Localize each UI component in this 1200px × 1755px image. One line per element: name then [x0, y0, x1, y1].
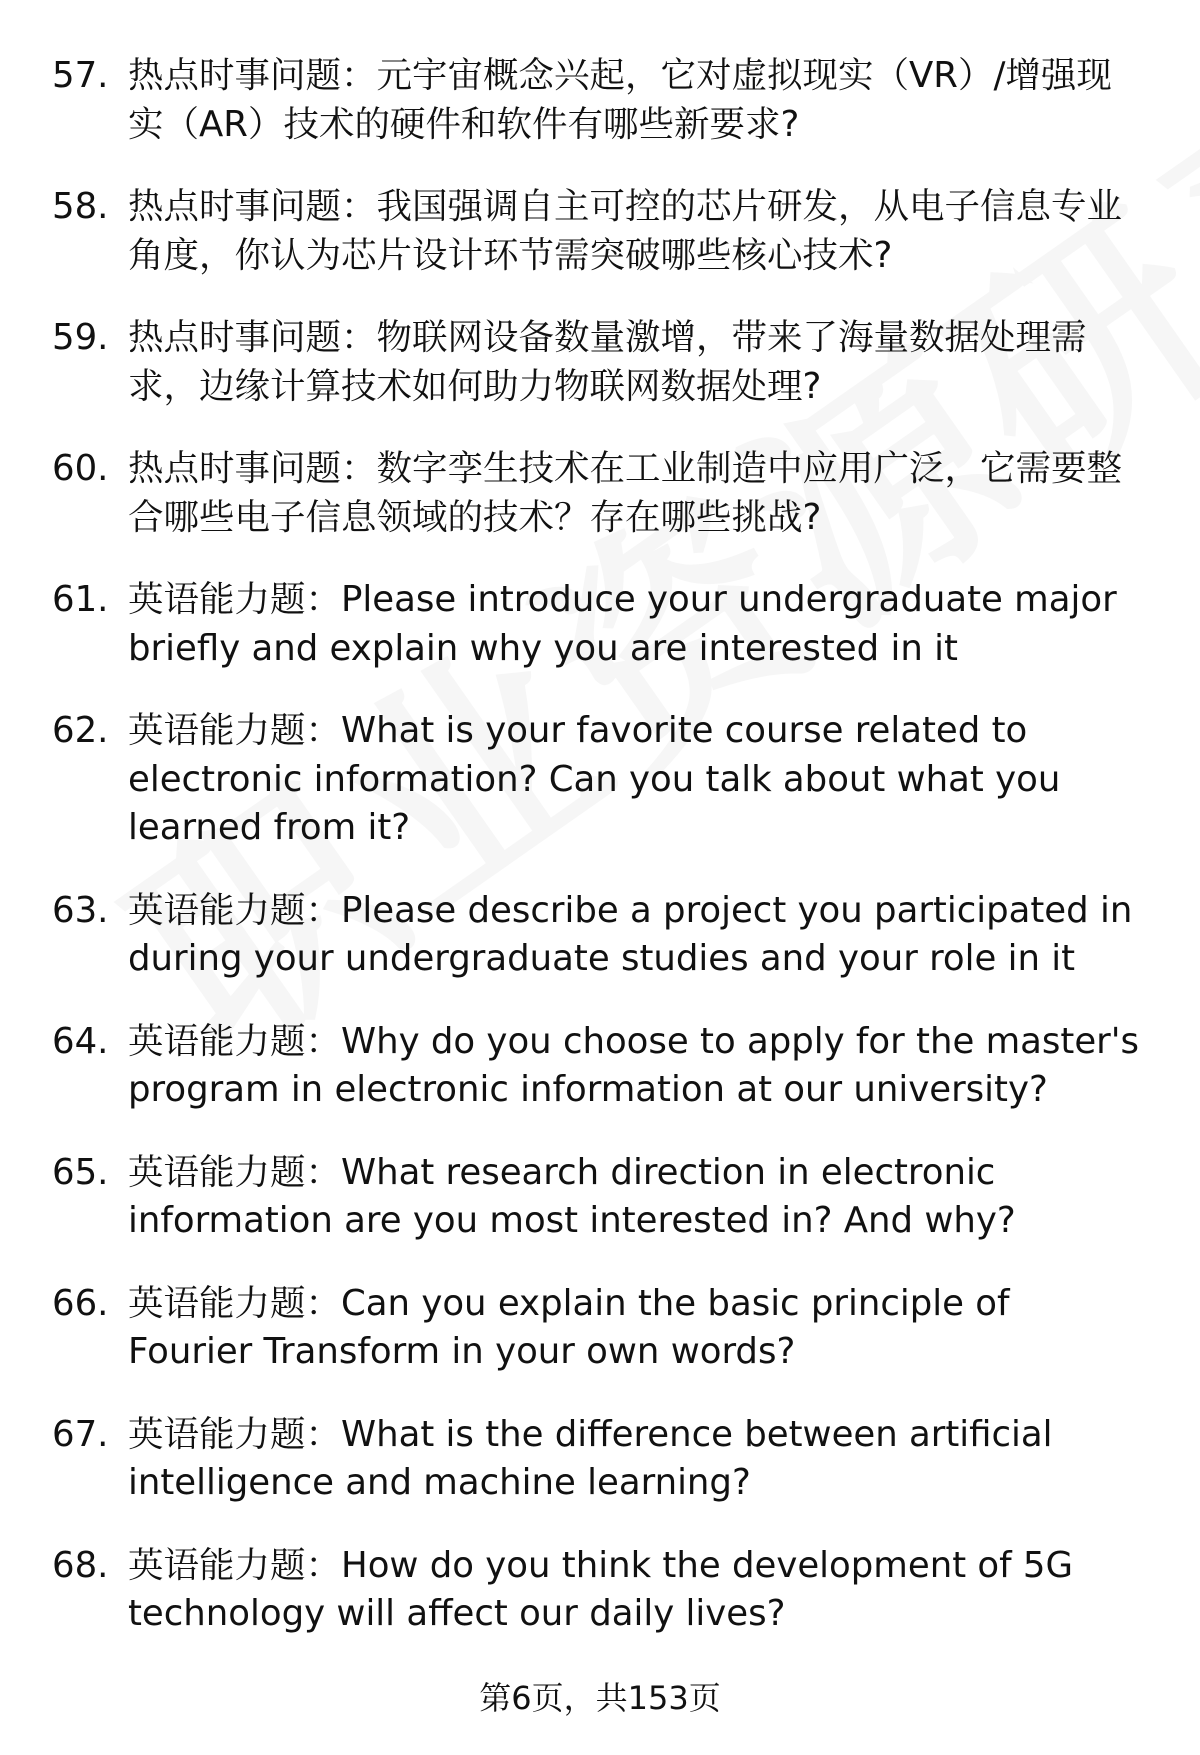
question-text: 热点时事问题：元宇宙概念兴起，它对虚拟现实（VR）/增强现实（AR）技术的硬件和软件有哪些新要求?: [128, 55, 1112, 145]
question-item: [0, 445, 1200, 542]
question-text: 热点时事问题：数字孪生技术在工业制造中应用广泛，它需要整合哪些电子信息领域的技术？存在哪些挑战?: [128, 448, 1123, 538]
question-text: 英语能力题：Can you explain the basic principle of Fourier Transform in your own words?: [128, 1282, 1010, 1372]
question-item: [0, 1542, 1200, 1639]
question-list: [0, 52, 1200, 1673]
question-text: 英语能力题：What research direction in electronic information are you most interested in? And why?: [128, 1151, 1016, 1241]
question-text: 热点时事问题：我国强调自主可控的芯片研发，从电子信息专业角度，你认为芯片设计环节需突破哪些核心技术?: [128, 186, 1123, 276]
question-number: 68.: [52, 1544, 109, 1586]
question-text: 英语能力题：Please describe a project you participated in during your undergraduate studies and your role in it: [128, 889, 1133, 979]
question-item: [0, 1411, 1200, 1508]
question-text: 热点时事问题：物联网设备数量激增，带来了海量数据处理需求，边缘计算技术如何助力物联网数据处理?: [128, 317, 1087, 407]
question-text: 英语能力题：Please introduce your undergraduate major briefly and explain why you are interested in it: [128, 579, 1117, 669]
question-item: [0, 1149, 1200, 1246]
question-number: 57.: [52, 55, 109, 96]
question-number: 61.: [52, 579, 109, 620]
question-item: [0, 314, 1200, 411]
question-number: 66.: [52, 1282, 109, 1324]
question-number: 60.: [52, 448, 109, 489]
question-item: [0, 1280, 1200, 1377]
question-text: 英语能力题：What is your favorite course related to electronic information? Can you talk about what you learned from it?: [128, 710, 1061, 848]
question-text: 英语能力题：How do you think the development of 5G technology will affect our daily lives?: [128, 1544, 1074, 1634]
question-number: 64.: [52, 1020, 109, 1062]
question-text: 英语能力题：Why do you choose to apply for the master's program in electronic information at our university?: [128, 1020, 1140, 1110]
question-number: 58.: [52, 186, 109, 227]
question-number: 63.: [52, 889, 109, 931]
question-item: [0, 1018, 1200, 1115]
question-item: [0, 52, 1200, 149]
question-item: [0, 887, 1200, 984]
question-item: [0, 707, 1200, 853]
question-text: 英语能力题：What is the difference between artificial intelligence and machine learning?: [128, 1413, 1053, 1503]
page-footer: [0, 1676, 1200, 1720]
question-number: 62.: [52, 710, 109, 751]
question-item: [0, 183, 1200, 280]
question-number: 59.: [52, 317, 109, 358]
question-number: 65.: [52, 1151, 109, 1193]
question-item: [0, 576, 1200, 673]
question-number: 67.: [52, 1413, 109, 1455]
page-number-label: 第6页，共153页: [479, 1679, 721, 1717]
